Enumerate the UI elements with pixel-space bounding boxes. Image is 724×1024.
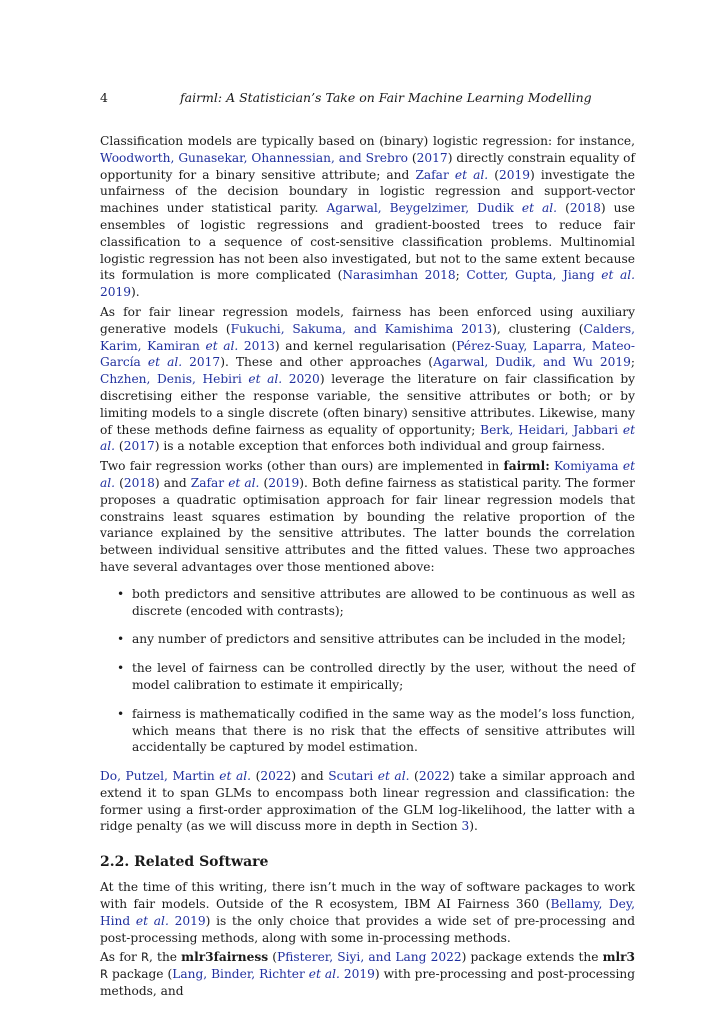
bullet-icon: • [117, 706, 125, 721]
text: As for fair linear regression models, fairness has been enforced using auxiliary generative models ( [100, 304, 635, 336]
text: ) directly constrain equality of opportunity for a binary sensitive attribute; and [100, 150, 635, 182]
citation-link[interactable]: Komiyama et al. [100, 459, 635, 490]
citation-year-link[interactable]: 2022 [260, 769, 292, 784]
list-item-text: both predictors and sensitive attributes are allowed to be continuous as well as discrete (encoded with contrasts); [132, 586, 635, 618]
text: ) is a notable exception that enforces both individual and group fairness. [154, 439, 606, 454]
body-text [100, 133, 635, 1003]
citation-link[interactable]: Agarwal, Beygelzimer, Dudik et al. [326, 201, 558, 216]
citation-link[interactable]: Zafar et al. [415, 167, 489, 182]
running-title: fairml: A Statistician’s Take on Fair Machine Learning Modelling [180, 90, 592, 105]
r-language-name: R [100, 967, 108, 982]
text: ( [115, 439, 124, 454]
text: Two fair regression works (other than ours) are implemented in [100, 459, 504, 474]
text: ). [131, 285, 140, 300]
paragraph-regression [100, 304, 635, 455]
citation-link[interactable]: Woodworth, Gunasekar, Ohannessian, and Srebro [100, 150, 408, 165]
citation-link[interactable]: Lang, Binder, Richter et al. 2019 [172, 967, 375, 982]
citation-link[interactable]: Do, Putzel, Martin et al. [100, 769, 252, 784]
list-item [100, 706, 635, 756]
citation-link[interactable]: Zafar et al. [190, 475, 260, 490]
r-language-name: R [315, 897, 324, 912]
text: ( [409, 769, 419, 784]
section-heading: 2.2. Related Software [100, 854, 269, 871]
text: ; [630, 355, 635, 370]
citation-link[interactable]: Narasimhan 2018 [342, 268, 456, 283]
citation-year-link[interactable]: 2022 [418, 769, 450, 784]
text: ) and kernel regularisation ( [274, 338, 457, 353]
text: ) and [154, 475, 191, 490]
text: ( [407, 150, 417, 165]
paragraph-fair-regression [100, 458, 635, 576]
text: ) leverage the literature on fair classification by discretising either the response variable, the sensitive attributes or both; or by limiting models to a single discrete (often binary) sensitive attributes. Likewise, many of these methods define fairness as equality of opportunity; [100, 372, 636, 437]
list-item [100, 586, 635, 620]
text: ecosystem, IBM AI Fairness 360 ( [323, 897, 551, 912]
citation-link[interactable]: Cotter, Gupta, Jiang et al. 2019 [100, 268, 635, 300]
citation-year-link[interactable]: 2018 [123, 475, 155, 490]
text: ) take a similar approach and extend it to span GLMs to encompass both linear regression and classification: the former using a first-order approximation of the GLM log-likelihood, the latter with a ridge penalty (as we will discuss more in depth in Section [100, 769, 635, 834]
list-item [100, 660, 635, 694]
text: package ( [108, 967, 173, 982]
list-item-text: the level of fairness can be controlled directly by the user, without the need of model calibration to estimate it empirically; [132, 661, 635, 692]
text: ). These and other approaches ( [220, 355, 434, 370]
paragraph-software [100, 879, 635, 946]
paragraph-classification [100, 133, 635, 301]
text: ) use ensembles of logistic regressions and gradient-boosted trees to reduce fair classification to a sequence of cost-sensitive classification problems. Multinomial logistic regression has not been also investigated, but not to the same extent because its formulation is more complicated ( [100, 201, 635, 283]
citation-year-link[interactable]: 2018 [569, 201, 601, 216]
page-number: 4 [100, 90, 108, 105]
text: ( [115, 475, 124, 490]
text: ). Both define fairness as statistical parity. The former proposes a quadratic optimisation approach for fair linear regression models that constrains least squares estimation by bounding the relative proportion of the variance explained by the sensitive attributes. The latter bounds the correlation between individual sensitive attributes and the fitted values. These two approaches have several advantages over those mentioned above: [100, 475, 635, 574]
paragraph-r-packages [100, 949, 635, 999]
bullet-icon: • [117, 632, 125, 647]
text: ( [259, 475, 269, 490]
citation-link[interactable]: Berk, Heidari, Jabbari et al. [100, 422, 635, 454]
citation-link[interactable]: Bellamy, Dey, Hind et al. 2019 [100, 897, 635, 928]
section-link[interactable]: 3 [461, 819, 470, 834]
text: ) is the only choice that provides a wide set of pre-processing and post-processing methods, along with some in-processing methods. [100, 913, 635, 945]
text: ) with pre-processing and post-processing methods, and [100, 967, 636, 999]
text: ) investigate the unfairness of the decision boundary in logistic regression and support-vector machines under statistical parity. [100, 167, 635, 216]
citation-year-link[interactable]: 2019 [498, 167, 531, 182]
citation-year-link[interactable]: 2019 [268, 475, 300, 490]
text: At the time of this writing, there isn’t much in the way of software packages to work with fair models. Outside of the [100, 880, 635, 912]
advantages-list [100, 586, 635, 756]
citation-link[interactable]: Pérez-Suay, Laparra, Mateo-García et al. 2017 [100, 338, 636, 370]
citation-link[interactable]: Scutari et al. [328, 769, 410, 784]
text: ), clustering ( [492, 321, 584, 336]
package-name: mlr3fairness [181, 950, 269, 965]
citation-link[interactable]: Fukuchi, Sakuma, and Kamishima 2013 [230, 321, 493, 336]
text: ) package extends the [461, 950, 603, 965]
bullet-icon: • [117, 586, 125, 601]
citation-link[interactable]: Calders, Karim, Kamiran et al. 2013 [100, 321, 635, 353]
list-item-text: fairness is mathematically codified in the same way as the model’s loss function, which means that there is no risk that the effects of sensitive attributes will accidentally be captured by model estimation. [132, 706, 635, 755]
text: ( [557, 201, 570, 216]
text: ; [455, 268, 467, 283]
text: ( [268, 950, 278, 965]
package-name: mlr3 [602, 950, 635, 965]
bullet-icon: • [117, 661, 125, 676]
text: ( [251, 769, 261, 784]
r-language-name: R [141, 950, 150, 965]
citation-link[interactable]: Pfisterer, Siyi, and Lang 2022 [277, 950, 462, 965]
citation-link[interactable]: Chzhen, Denis, Hebiri et al. 2020 [100, 372, 320, 387]
citation-link[interactable]: Agarwal, Dudik, and Wu 2019 [433, 355, 631, 370]
citation-year-link[interactable]: 2017 [123, 439, 155, 454]
citation-year-link[interactable]: 2017 [416, 150, 448, 165]
text: As for [100, 950, 142, 965]
list-item-text: any number of predictors and sensitive attributes can be included in the model; [132, 632, 626, 647]
text: , the [149, 950, 182, 965]
text: Classification models are typically based on (binary) logistic regression: for instance, [100, 134, 635, 148]
paragraph-glm [100, 768, 635, 835]
text: ). [469, 819, 478, 834]
text: ) and [291, 769, 329, 784]
text: ( [488, 167, 499, 182]
package-name: fairml: [503, 459, 550, 474]
list-item [100, 631, 635, 648]
